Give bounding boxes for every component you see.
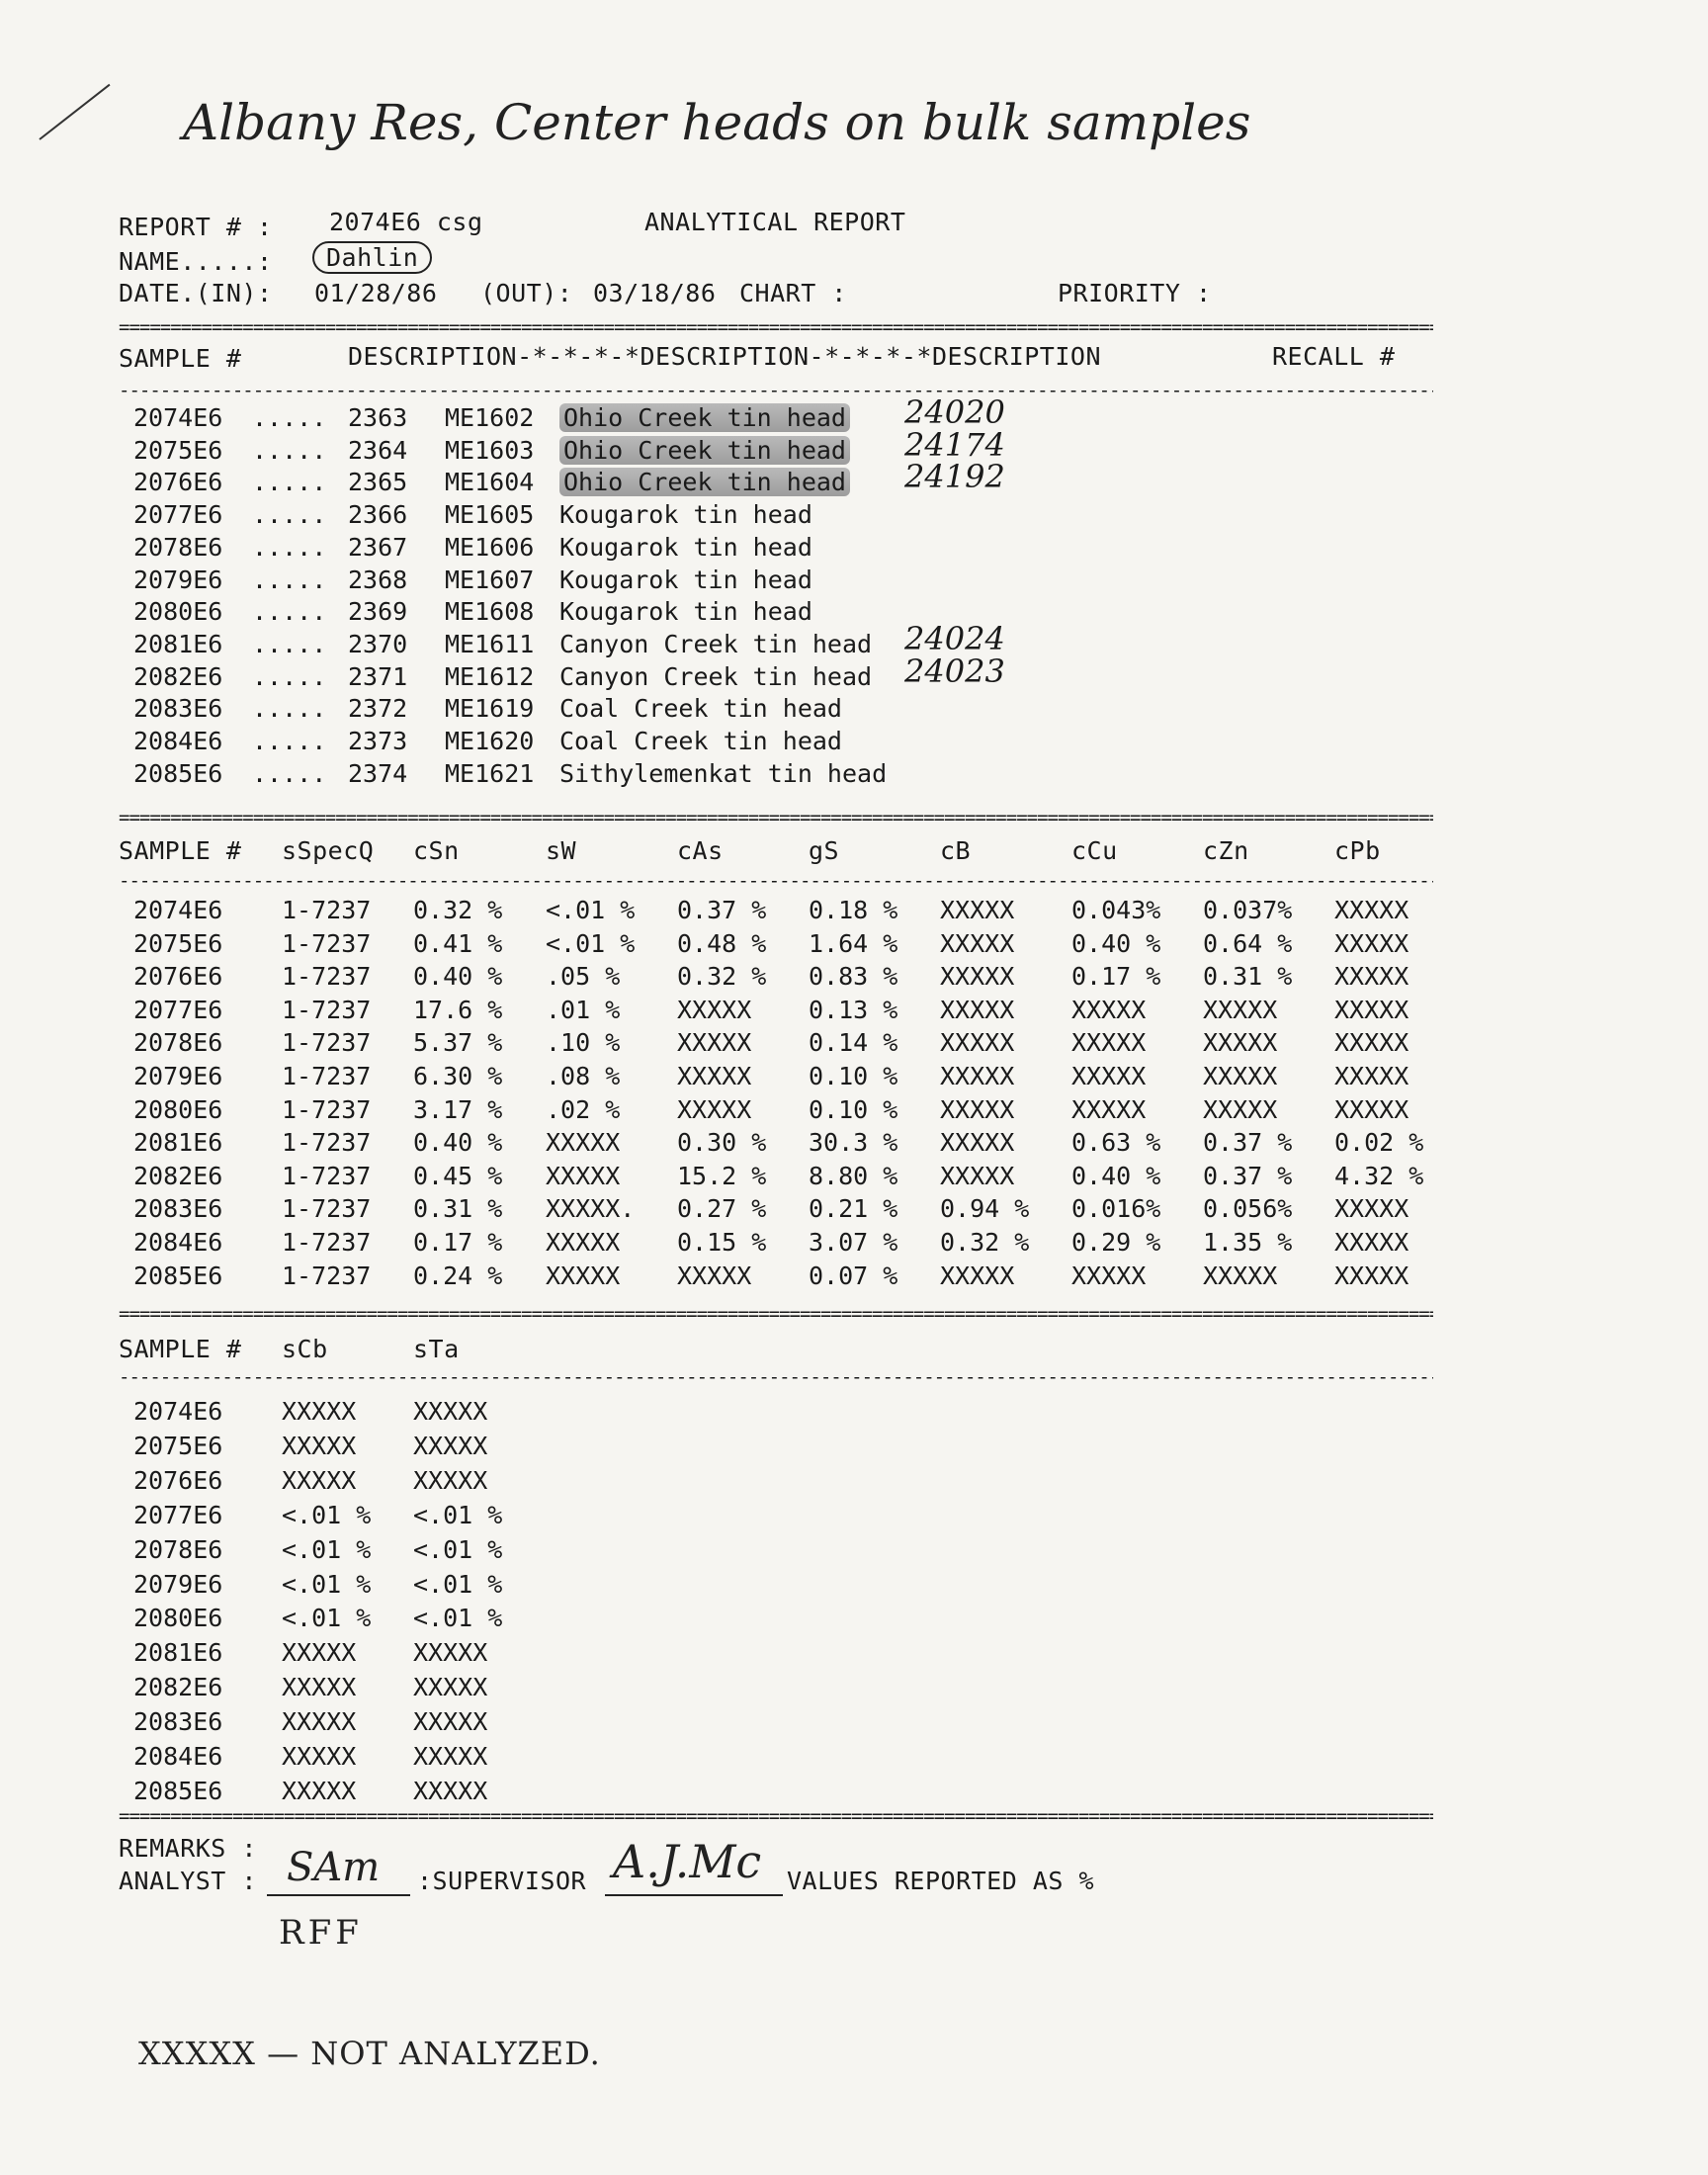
results-cell: 1-7237: [282, 962, 372, 992]
results-cell: XXXXX: [1071, 1094, 1147, 1124]
results-cell: XXXXX: [1203, 1261, 1278, 1290]
desc-dots: .....: [252, 727, 327, 755]
desc-seq: 2374: [348, 758, 408, 788]
results-cell: 0.07 %: [809, 1261, 898, 1290]
desc-id: ME1603: [445, 435, 535, 465]
results-cell: XXXXX: [1071, 1028, 1147, 1058]
results-cell: XXXXX: [1334, 995, 1409, 1024]
results-cell: 0.14 %: [809, 1028, 898, 1058]
results2-cell: <.01 %: [282, 1604, 372, 1633]
results-cell: 1.64 %: [809, 928, 898, 958]
results-cell: XXXXX: [940, 1128, 1015, 1158]
results-cell: 17.6 %: [413, 995, 503, 1024]
results-cell: XXXXX: [1334, 896, 1409, 924]
results-cell: 3.17 %: [413, 1094, 503, 1124]
desc-sample: 2076E6: [133, 468, 223, 497]
desc-id: ME1602: [445, 403, 535, 432]
name-circled: Dahlin: [312, 241, 432, 274]
results2-cell: 2082E6: [133, 1673, 223, 1702]
desc-text: Canyon Creek tin head: [559, 661, 873, 691]
desc-seq: 2369: [348, 597, 408, 627]
desc-seq: 2372: [348, 694, 408, 724]
desc-dots: .....: [252, 597, 327, 627]
desc-dots: .....: [252, 629, 327, 658]
desc-handwritten-note: 24020: [904, 393, 1005, 431]
results-cell: XXXXX.: [546, 1194, 636, 1224]
results2-cell: XXXXX: [413, 1707, 488, 1737]
results-col-header: sW: [546, 836, 577, 865]
results-cell: 1-7237: [282, 928, 372, 958]
results-cell: 0.17 %: [413, 1228, 503, 1257]
date-out-label: (OUT):: [480, 279, 573, 307]
desc-id: ME1621: [445, 758, 535, 788]
results-cell: 30.3 %: [809, 1128, 898, 1158]
desc-sample: 2080E6: [133, 597, 223, 627]
results-cell: XXXXX: [940, 928, 1015, 958]
results2-cell: XXXXX: [413, 1776, 488, 1805]
results2-cell: 2081E6: [133, 1638, 223, 1668]
results-cell: 0.37 %: [1203, 1161, 1293, 1190]
results-cell: 0.40 %: [413, 1128, 503, 1158]
results2-cell: XXXXX: [282, 1397, 357, 1426]
results-cell: XXXXX: [1334, 928, 1409, 958]
results-cell: 0.48 %: [677, 928, 767, 958]
results-cell: 0.31 %: [413, 1194, 503, 1224]
desc-handwritten-note: 24174: [904, 425, 1005, 464]
desc-col-sample: SAMPLE #: [119, 344, 242, 373]
results-cell: 0.40 %: [413, 962, 503, 992]
results2-cell: 2080E6: [133, 1604, 223, 1633]
priority-label: PRIORITY :: [1058, 279, 1212, 307]
results-col-header: cAs: [677, 836, 724, 865]
results2-col-header: sTa: [413, 1335, 460, 1363]
results-cell: 0.32 %: [677, 962, 767, 992]
results-cell: XXXXX: [940, 1261, 1015, 1290]
desc-dots: .....: [252, 435, 327, 465]
results-cell: .10 %: [546, 1028, 621, 1058]
desc-handwritten-note: 24024: [904, 619, 1005, 657]
analyst-label: ANALYST :: [119, 1867, 257, 1895]
results2-cell: XXXXX: [413, 1397, 488, 1426]
desc-handwritten-note: 24192: [904, 458, 1005, 496]
results-col-header: gS: [809, 836, 840, 865]
results-cell: XXXXX: [1334, 1062, 1409, 1090]
results2-cell: XXXXX: [413, 1431, 488, 1460]
results2-cell: 2079E6: [133, 1569, 223, 1599]
results-cell: 2075E6: [133, 928, 223, 958]
desc-id: ME1619: [445, 694, 535, 724]
results-cell: 2076E6: [133, 962, 223, 992]
results-cell: 15.2 %: [677, 1161, 767, 1190]
results-cell: 1-7237: [282, 1094, 372, 1124]
legend-note: XXXXX — NOT ANALYZED.: [138, 2035, 601, 2072]
desc-handwritten-note: 24023: [904, 652, 1005, 690]
results-cell: 0.83 %: [809, 962, 898, 992]
results-col-header: sSpecQ: [282, 836, 375, 865]
results-cell: 0.21 %: [809, 1194, 898, 1224]
results-cell: 0.94 %: [940, 1194, 1030, 1224]
results-cell: 0.15 %: [677, 1228, 767, 1257]
desc-dots: .....: [252, 403, 327, 432]
desc-dots: .....: [252, 661, 327, 691]
results-cell: XXXXX: [940, 896, 1015, 924]
results2-cell: XXXXX: [413, 1638, 488, 1668]
results-col-header: cPb: [1334, 836, 1381, 865]
desc-text: Kougarok tin head: [559, 565, 812, 594]
results2-cell: <.01 %: [282, 1534, 372, 1564]
analyst-signature: SAm: [287, 1845, 381, 1890]
desc-dots: .....: [252, 694, 327, 724]
results-cell: 0.63 %: [1071, 1128, 1161, 1158]
results2-cell: <.01 %: [413, 1569, 503, 1599]
results2-cell: XXXXX: [282, 1465, 357, 1495]
results-cell: 1-7237: [282, 1194, 372, 1224]
desc-seq: 2371: [348, 661, 408, 691]
remarks-label: REMARKS :: [119, 1834, 257, 1863]
results-cell: 2074E6: [133, 896, 223, 924]
results-cell: 8.80 %: [809, 1161, 898, 1190]
results-cell: 0.13 %: [809, 995, 898, 1024]
results-cell: 5.37 %: [413, 1028, 503, 1058]
results-cell: XXXXX: [1203, 1094, 1278, 1124]
results-cell: 0.02 %: [1334, 1128, 1424, 1158]
results2-cell: <.01 %: [413, 1534, 503, 1564]
results-cell: 0.10 %: [809, 1094, 898, 1124]
desc-text: Canyon Creek tin head: [559, 629, 873, 658]
pen-stroke: [39, 84, 110, 140]
results-cell: 0.016%: [1071, 1194, 1161, 1224]
desc-dots: .....: [252, 532, 327, 562]
results-cell: XXXXX: [1071, 1062, 1147, 1090]
desc-sample: 2074E6: [133, 403, 223, 432]
rule-desc-header: [119, 382, 1433, 400]
results2-cell: <.01 %: [282, 1500, 372, 1529]
desc-sample: 2085E6: [133, 758, 223, 788]
desc-seq: 2373: [348, 727, 408, 755]
desc-col-description: DESCRIPTION-*-*-*-*DESCRIPTION-*-*-*-*DESCRIPTION: [348, 342, 1102, 371]
results2-cell: XXXXX: [282, 1431, 357, 1460]
results-cell: 2085E6: [133, 1261, 223, 1290]
rule-header-bottom: [119, 318, 1433, 337]
results-cell: 6.30 %: [413, 1062, 503, 1090]
desc-seq: 2370: [348, 629, 408, 658]
desc-id: ME1606: [445, 532, 535, 562]
desc-text: Ohio Creek tin head: [559, 403, 850, 432]
results-cell: XXXXX: [940, 995, 1015, 1024]
results-cell: XXXXX: [546, 1161, 621, 1190]
results-cell: 0.37 %: [1203, 1128, 1293, 1158]
initials: RFF: [279, 1913, 363, 1953]
results-cell: .02 %: [546, 1094, 621, 1124]
results-cell: XXXXX: [940, 1161, 1015, 1190]
supervisor-signature-line: [605, 1894, 783, 1896]
results-cell: 0.18 %: [809, 896, 898, 924]
results-cell: 2081E6: [133, 1128, 223, 1158]
results-cell: 1.35 %: [1203, 1228, 1293, 1257]
supervisor-label: :SUPERVISOR: [417, 1867, 587, 1895]
desc-sample: 2078E6: [133, 532, 223, 562]
results-cell: XXXXX: [1203, 1028, 1278, 1058]
results-cell: 1-7237: [282, 1128, 372, 1158]
desc-dots: .....: [252, 758, 327, 788]
desc-col-recall: RECALL #: [1272, 342, 1396, 371]
results2-cell: XXXXX: [413, 1673, 488, 1702]
results-cell: XXXXX: [1071, 1261, 1147, 1290]
results2-cell: 2075E6: [133, 1431, 223, 1460]
chart-label: CHART :: [739, 279, 847, 307]
desc-id: ME1612: [445, 661, 535, 691]
desc-sample: 2083E6: [133, 694, 223, 724]
analyst-signature-line: [267, 1894, 410, 1896]
supervisor-signature: A.J.Mc: [613, 1835, 762, 1888]
results-cell: XXXXX: [677, 1094, 752, 1124]
desc-text: Sithylemenkat tin head: [559, 758, 888, 788]
results-cell: .05 %: [546, 962, 621, 992]
report-title: ANALYTICAL REPORT: [644, 208, 906, 236]
results-cell: <.01 %: [546, 928, 636, 958]
results2-cell: XXXXX: [282, 1707, 357, 1737]
results-cell: XXXXX: [940, 1062, 1015, 1090]
desc-text: Ohio Creek tin head: [559, 436, 850, 465]
results-cell: 2078E6: [133, 1028, 223, 1058]
results-col-header: cZn: [1203, 836, 1249, 865]
report-value: 2074E6 csg: [329, 208, 483, 236]
results-cell: 2079E6: [133, 1062, 223, 1090]
results2-cell: XXXXX: [282, 1673, 357, 1702]
rule-results-header: [119, 872, 1433, 891]
date-in-value: 01/28/86: [314, 279, 438, 307]
results-cell: 0.64 %: [1203, 928, 1293, 958]
results-cell: 0.29 %: [1071, 1228, 1161, 1257]
results-cell: 1-7237: [282, 1062, 372, 1090]
results-cell: XXXXX: [677, 995, 752, 1024]
results-cell: XXXXX: [1334, 1094, 1409, 1124]
results-cell: 0.32 %: [940, 1228, 1030, 1257]
results-cell: XXXXX: [1071, 995, 1147, 1024]
results-cell: 3.07 %: [809, 1228, 898, 1257]
results-cell: .08 %: [546, 1062, 621, 1090]
results-cell: 0.17 %: [1071, 962, 1161, 992]
results2-cell: 2076E6: [133, 1465, 223, 1495]
desc-id: ME1611: [445, 629, 535, 658]
results-cell: 0.043%: [1071, 896, 1161, 924]
results-cell: XXXXX: [1203, 995, 1278, 1024]
desc-id: ME1608: [445, 597, 535, 627]
results-cell: 2082E6: [133, 1161, 223, 1190]
results-cell: 0.30 %: [677, 1128, 767, 1158]
results-cell: 0.45 %: [413, 1161, 503, 1190]
results-cell: XXXXX: [546, 1128, 621, 1158]
rule-results-bottom: [119, 1305, 1433, 1324]
desc-sample: 2082E6: [133, 661, 223, 691]
desc-seq: 2365: [348, 468, 408, 497]
results-cell: 4.32 %: [1334, 1161, 1424, 1190]
results-col-header: cCu: [1071, 836, 1118, 865]
desc-id: ME1604: [445, 468, 535, 497]
results-cell: 0.32 %: [413, 896, 503, 924]
results-cell: 1-7237: [282, 1028, 372, 1058]
results-cell: XXXXX: [677, 1028, 752, 1058]
results2-cell: 2077E6: [133, 1500, 223, 1529]
results-cell: 1-7237: [282, 896, 372, 924]
desc-sample: 2075E6: [133, 435, 223, 465]
results2-col-header: SAMPLE #: [119, 1335, 242, 1363]
results-cell: XXXXX: [546, 1228, 621, 1257]
report-label: REPORT # :: [119, 213, 273, 241]
results-cell: XXXXX: [1334, 1228, 1409, 1257]
results-cell: XXXXX: [677, 1062, 752, 1090]
rule-desc-bottom: [119, 809, 1433, 827]
desc-seq: 2367: [348, 532, 408, 562]
desc-dots: .....: [252, 565, 327, 594]
values-note: VALUES REPORTED AS %: [787, 1867, 1095, 1895]
desc-sample: 2077E6: [133, 500, 223, 530]
results2-cell: XXXXX: [413, 1465, 488, 1495]
results-col-header: SAMPLE #: [119, 836, 242, 865]
results-cell: 0.40 %: [1071, 1161, 1161, 1190]
desc-sample: 2084E6: [133, 727, 223, 755]
handwritten-title: Albany Res, Center heads on bulk samples: [183, 94, 1251, 151]
results-cell: 0.37 %: [677, 896, 767, 924]
results-cell: 2077E6: [133, 995, 223, 1024]
desc-text: Coal Creek tin head: [559, 694, 842, 724]
desc-dots: .....: [252, 500, 327, 530]
results2-cell: 2085E6: [133, 1776, 223, 1805]
desc-sample: 2081E6: [133, 629, 223, 658]
desc-text: Coal Creek tin head: [559, 727, 842, 755]
results-cell: .01 %: [546, 995, 621, 1024]
name-label: NAME.....:: [119, 247, 273, 276]
date-out-value: 03/18/86: [593, 279, 717, 307]
results-col-header: cB: [940, 836, 972, 865]
rule-results2-header: [119, 1368, 1433, 1387]
results-cell: 0.10 %: [809, 1062, 898, 1090]
results-cell: 1-7237: [282, 1161, 372, 1190]
desc-text: Kougarok tin head: [559, 500, 812, 530]
results2-col-header: sCb: [282, 1335, 328, 1363]
results2-cell: 2078E6: [133, 1534, 223, 1564]
results-cell: 2080E6: [133, 1094, 223, 1124]
results-cell: <.01 %: [546, 896, 636, 924]
results-cell: 0.037%: [1203, 896, 1293, 924]
desc-id: ME1605: [445, 500, 535, 530]
results2-cell: 2083E6: [133, 1707, 223, 1737]
results-cell: 0.27 %: [677, 1194, 767, 1224]
results-cell: XXXXX: [1334, 1028, 1409, 1058]
date-in-label: DATE.(IN):: [119, 279, 273, 307]
results-cell: XXXXX: [940, 1094, 1015, 1124]
name-value: [312, 243, 432, 272]
results-cell: 1-7237: [282, 1228, 372, 1257]
results-cell: XXXXX: [1334, 1261, 1409, 1290]
results-cell: 2084E6: [133, 1228, 223, 1257]
results-col-header: cSn: [413, 836, 460, 865]
results2-cell: XXXXX: [413, 1742, 488, 1771]
desc-text: Ohio Creek tin head: [559, 468, 850, 496]
desc-seq: 2368: [348, 565, 408, 594]
results2-cell: XXXXX: [282, 1776, 357, 1805]
results-cell: 0.24 %: [413, 1261, 503, 1290]
results2-cell: <.01 %: [282, 1569, 372, 1599]
desc-seq: 2366: [348, 500, 408, 530]
desc-id: ME1607: [445, 565, 535, 594]
results-cell: XXXXX: [546, 1261, 621, 1290]
results-cell: 1-7237: [282, 1261, 372, 1290]
results2-cell: <.01 %: [413, 1604, 503, 1633]
desc-text: Kougarok tin head: [559, 597, 812, 627]
desc-id: ME1620: [445, 727, 535, 755]
results-cell: XXXXX: [940, 1028, 1015, 1058]
results2-cell: XXXXX: [282, 1742, 357, 1771]
results2-cell: <.01 %: [413, 1500, 503, 1529]
results2-cell: 2074E6: [133, 1397, 223, 1426]
results-cell: 1-7237: [282, 995, 372, 1024]
results-cell: 0.40 %: [1071, 928, 1161, 958]
rule-results2-bottom: [119, 1807, 1433, 1826]
desc-sample: 2079E6: [133, 565, 223, 594]
desc-text: Kougarok tin head: [559, 532, 812, 562]
results-cell: 0.31 %: [1203, 962, 1293, 992]
results2-cell: XXXXX: [282, 1638, 357, 1668]
results-cell: 0.056%: [1203, 1194, 1293, 1224]
results-cell: XXXXX: [677, 1261, 752, 1290]
results-cell: XXXXX: [940, 962, 1015, 992]
results-cell: 0.41 %: [413, 928, 503, 958]
results-cell: XXXXX: [1334, 1194, 1409, 1224]
results2-cell: 2084E6: [133, 1742, 223, 1771]
desc-dots: .....: [252, 468, 327, 497]
desc-seq: 2364: [348, 435, 408, 465]
results-cell: 2083E6: [133, 1194, 223, 1224]
results-cell: XXXXX: [1334, 962, 1409, 992]
results-cell: XXXXX: [1203, 1062, 1278, 1090]
desc-seq: 2363: [348, 403, 408, 432]
